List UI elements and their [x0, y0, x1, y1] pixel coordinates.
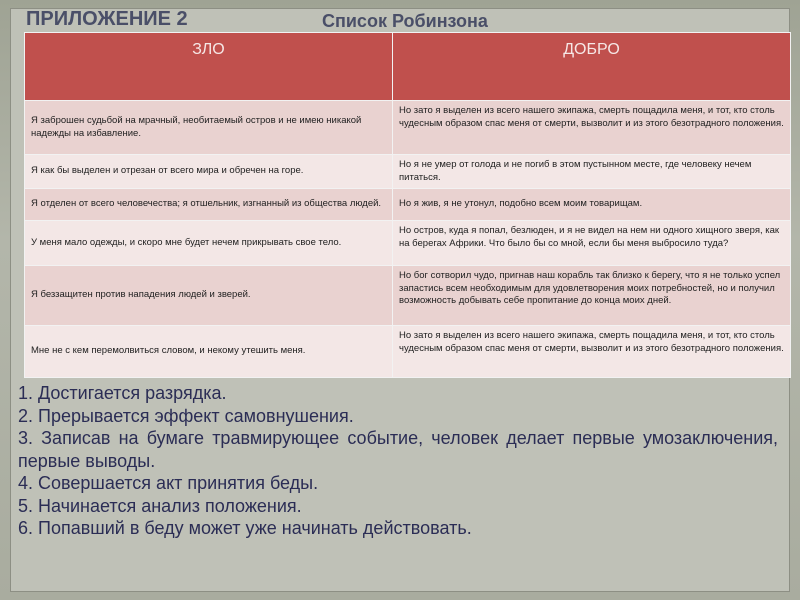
robinson-table — [24, 32, 791, 378]
cell-good: Но зато я выделен из всего нашего экипажа, смерть пощадила меня, и тот, кто столь чудесным образом спас меня от смерти, вызволит и из этого безотрадного положения. — [393, 101, 791, 155]
list-item: 2. Прерывается эффект самовнушения. — [18, 405, 354, 426]
cell-good: Но бог сотворил чудо, пригнав наш корабль так близко к берегу, что я не только успел запастись всем необходимым для удовлетворения моих потребностей, но и получил возможность добывать себе пропитание до конца моих дней. — [393, 266, 791, 326]
list-item: 5. Начинается анализ положения. — [18, 495, 302, 516]
list-item: 4. Совершается акт принятия беды. — [18, 473, 319, 493]
cell-good: Но я жив, я не утонул, подобно всем моим товарищам. — [393, 189, 791, 221]
table-row — [25, 326, 791, 378]
cell-evil: Я беззащитен против нападения людей и зверей. — [25, 266, 393, 326]
cell-evil: Я как бы выделен и отрезан от всего мира и обречен на горе. — [25, 155, 393, 189]
cell-good: Но я не умер от голода и не погиб в этом пустынном месте, где человеку нечем питаться. — [393, 155, 791, 189]
list-item: 6. Попавший в беду может уже начинать действовать. — [18, 518, 472, 538]
cell-evil: У меня мало одежды, и скоро мне будет нечем прикрывать свое тело. — [25, 221, 393, 266]
header-good: ДОБРО — [393, 33, 791, 101]
conclusions-list — [18, 382, 778, 540]
page-title: ПРИЛОЖЕНИЕ 2 — [26, 8, 188, 30]
cell-evil: Я заброшен судьбой на мрачный, необитаемый остров и не имею никакой надежды на избавление. — [25, 101, 393, 155]
cell-good: Но остров, куда я попал, безлюден, и я не видел на нем ни одного хищного зверя, как на берегах Африки. Что было бы со мной, если бы меня выбросило туда? — [393, 221, 791, 266]
table-row — [25, 189, 791, 221]
cell-evil: Я отделен от всего человечества; я отшельник, изгнанный из общества людей. — [25, 189, 393, 221]
table-row — [25, 155, 791, 189]
list-item: 1. Достигается разрядка. — [18, 383, 227, 403]
table-row — [25, 266, 791, 326]
cell-good: Но зато я выделен из всего нашего экипажа, смерть пощадила меня, и тот, кто столь чудесным образом спас меня от смерти, вызволит и из этого безотрадного положения. — [393, 326, 791, 378]
page-subtitle: Список Робинзона — [322, 11, 488, 31]
table-header-row — [25, 33, 791, 101]
cell-evil: Мне не с кем перемолвиться словом, и некому утешить меня. — [25, 326, 393, 378]
table-row — [25, 221, 791, 266]
header-evil: ЗЛО — [25, 33, 393, 101]
table-row — [25, 101, 791, 155]
list-item: 3. Записав на бумаге травмирующее событие, человек делает первые умозаключения, первые выводы. — [18, 428, 778, 471]
